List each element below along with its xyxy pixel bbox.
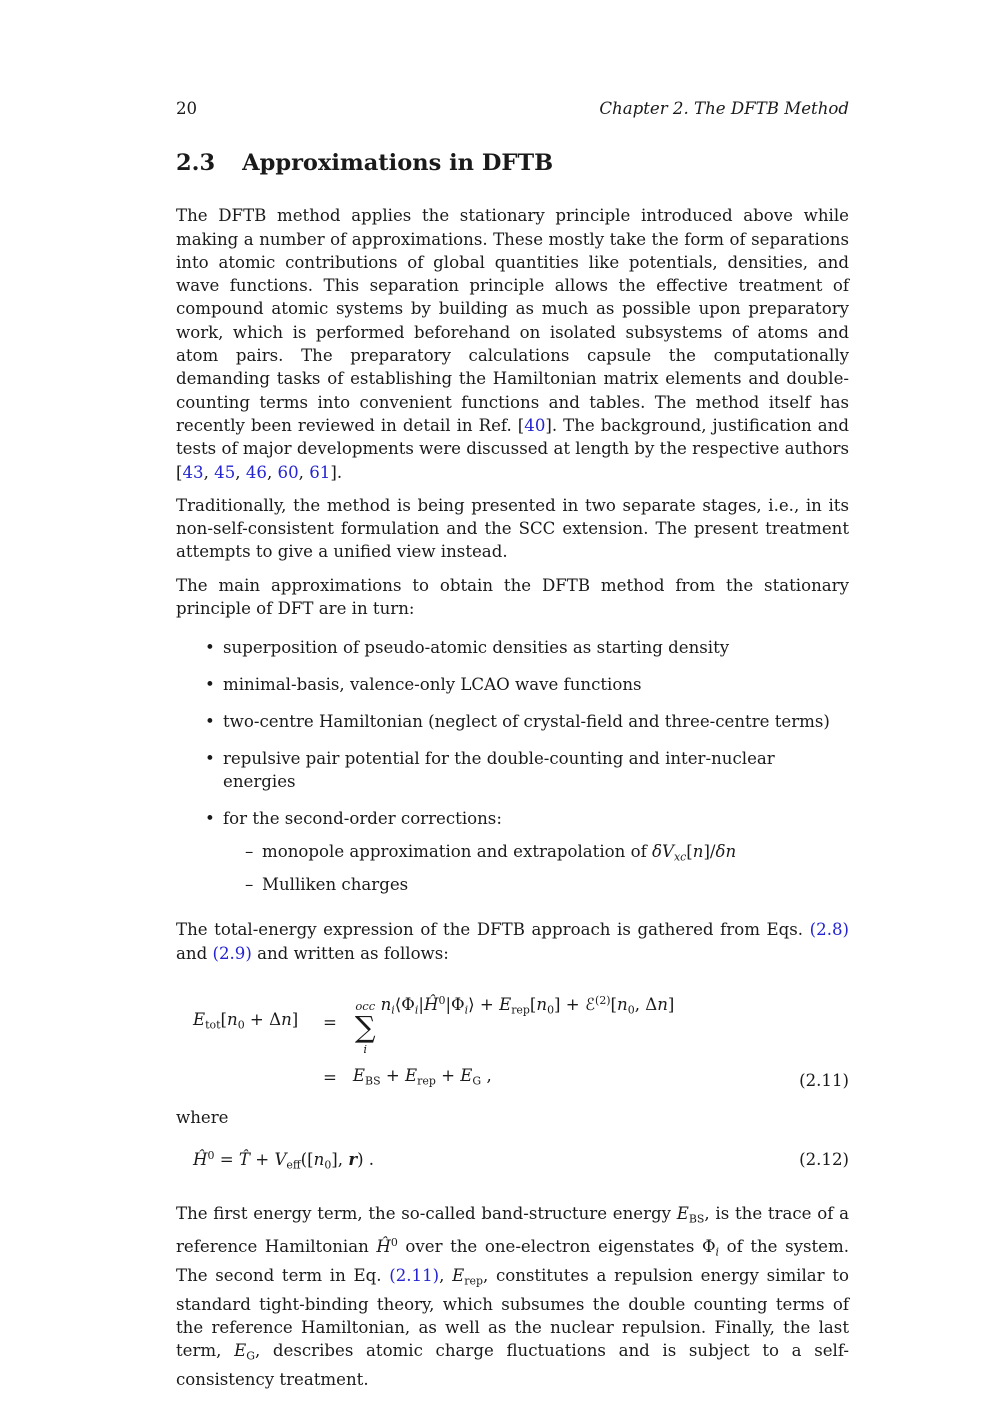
dash-icon: –: [245, 874, 254, 894]
equation-body: $Ĥ^0$ = T̂ + $V_{eff}([n_0]$, r) .: [193, 1148, 375, 1172]
list-item: [205, 673, 849, 696]
running-header: Chapter 2. The DFTB Method: [599, 99, 849, 118]
section-title: Approximations in DFTB: [242, 150, 554, 177]
bullet-icon: •: [205, 711, 215, 731]
sub-list-item: [245, 873, 849, 896]
paragraph-main-approximations: The main approximations to obtain the DFTB method from the stationary principle of DFT are in turn:: [176, 575, 849, 619]
reference-link[interactable]: (2.9): [212, 943, 252, 963]
reference-link[interactable]: 60: [277, 462, 299, 482]
bullet-icon: •: [205, 675, 215, 695]
reference-link[interactable]: 45: [214, 462, 236, 482]
equals-sign: =: [323, 1012, 337, 1032]
equation-row-1: [193, 989, 674, 1056]
dash-icon: –: [245, 842, 254, 862]
equation-rhs: $E_{BS} + E_{rep} + E_G$ ,: [352, 1065, 492, 1088]
equation-2-12: [176, 1144, 849, 1177]
paragraph-energy-terms: The first energy term, the so-called band-structure energy $E_{BS}$, is the trace of a reference Hamiltonian $Ĥ^0$ over the one-electron eigenstates $\Phi_i$ of the system. The second term in Eq. (2.11), $E_{rep}$, constitutes a repulsion energy similar to standard tight-binding theory, which subsumes the double counting terms of the reference Hamiltonian, as well as the nuclear repulsion. Finally, the last term, $E_G$, describes atomic charge fluctuations and is subject to a self-consistency treatment.: [176, 1204, 849, 1390]
list-item: [205, 807, 849, 900]
page-number: 20: [176, 99, 198, 118]
list-item: [205, 636, 849, 659]
sub-list-item: [245, 840, 849, 869]
sub-list-item-text: monopole approximation and extrapolation of $\delta V_{xc}[n]/\delta n$: [262, 842, 737, 864]
section-number: 2.3: [176, 150, 216, 177]
paragraph-traditionally: Traditionally, the method is being presented in two separate stages, i.e., in its non-self-consistent formulation and the SCC extension. The present treatment attempts to give a unified view instead.: [176, 495, 849, 562]
reference-link[interactable]: (2.11): [389, 1266, 440, 1286]
section-heading: [176, 149, 849, 177]
sub-list-item-text: Mulliken charges: [262, 874, 409, 894]
list-item-text: [223, 807, 849, 900]
bullet-icon: •: [205, 748, 215, 768]
list-item: [205, 747, 849, 794]
bullet-icon: •: [205, 638, 215, 658]
page-header: [176, 97, 849, 120]
list-item-text: minimal-basis, valence-only LCAO wave functions: [223, 675, 642, 695]
list-item-text: repulsive pair potential for the double-counting and inter-nuclear energies: [223, 748, 775, 792]
equals-sign: =: [323, 1068, 337, 1088]
reference-link[interactable]: 43: [182, 462, 204, 482]
equation-number: (2.11): [799, 1071, 849, 1091]
list-item-text: two-centre Hamiltonian (neglect of crystal-field and three-centre terms): [223, 711, 830, 731]
paragraph-intro: The DFTB method applies the stationary principle introduced above while making a number of approximations. These mostly take the form of separations into atomic contributions of global quantities like potentials, densities, and wave functions. This separation principle allows the effective treatment of compound atomic systems by building as much as possible upon preparatory work, which is performed beforehand on isolated subsystems of atoms and atom pairs. The preparatory calculations capsule the computationally demanding tasks of establishing the Hamiltonian matrix elements and double-counting terms into convenient functions and tables. The method itself has recently been reviewed in detail in Ref. [40]. The background, justification and tests of major developments were discussed at length by the respective authors [43, 45, 46, 60, 61].: [176, 206, 849, 482]
equation-number: (2.12): [799, 1150, 849, 1170]
equation-2-11: [176, 989, 849, 1093]
equation-row-2: [193, 1064, 674, 1093]
where-label: where: [176, 1108, 229, 1128]
paragraph-total-energy: The total-energy expression of the DFTB approach is gathered from Eqs. (2.8) and (2.9) and written as follows:: [176, 920, 849, 963]
equation-lhs: $E_{tot}[n_0 + \Delta n]$: [193, 1009, 299, 1032]
bullet-icon: •: [205, 808, 215, 828]
equation-rows: [193, 989, 674, 1093]
list-item-label: for the second-order corrections:: [223, 808, 502, 828]
list-item: [205, 710, 849, 733]
summation-symbol: occ ∑ i: [354, 998, 376, 1056]
list-item-text: superposition of pseudo-atomic densities as starting density: [223, 638, 730, 658]
approximations-list: [176, 636, 849, 900]
reference-link[interactable]: 61: [309, 462, 331, 482]
equation-rhs: occ ∑ i $n_i⟨\Phi_i|Ĥ^0|\Phi_i⟩ + E_{rep}[n_0]$ + $ℰ^{(2)}[n_0$, Δn]: [354, 993, 675, 1056]
reference-link[interactable]: (2.8): [809, 920, 849, 940]
reference-link[interactable]: 40: [524, 415, 546, 435]
second-order-sublist: [223, 840, 849, 896]
reference-link[interactable]: 46: [245, 462, 267, 482]
